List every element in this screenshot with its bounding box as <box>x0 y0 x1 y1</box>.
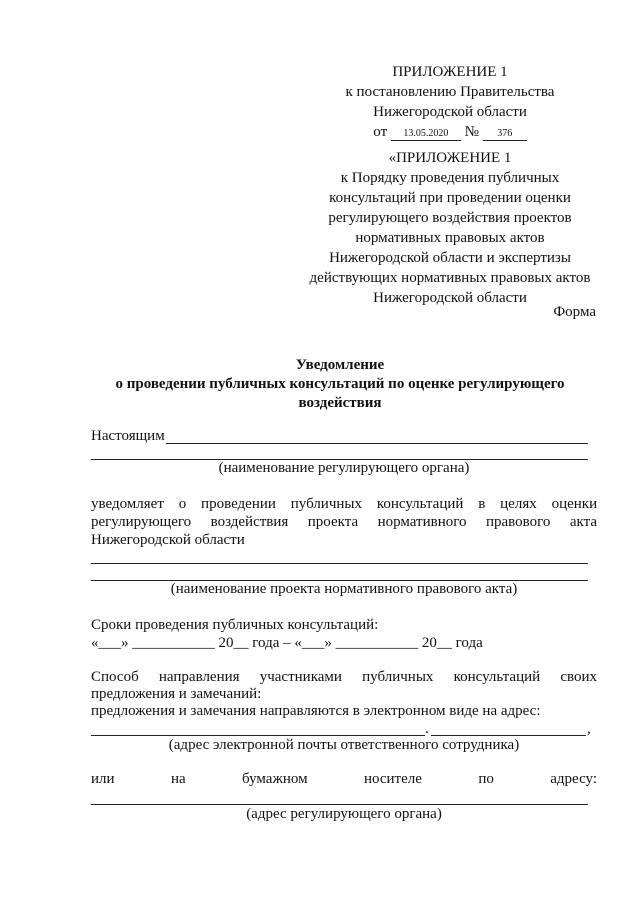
word: по <box>478 771 494 787</box>
nastoyashchim-label: Настоящим <box>91 428 165 444</box>
appendix-ref-line: консультаций при проведении оценки <box>329 190 571 206</box>
word: адресу: <box>550 771 598 787</box>
word: участниками <box>259 669 342 685</box>
appendix-ref-line: Нижегородской области <box>373 290 527 306</box>
caption-address: (адрес регулирующего органа) <box>246 806 442 822</box>
word: регулирующего <box>91 514 192 530</box>
method-line-2: предложения и замечаний: <box>91 686 262 702</box>
word: проведении <box>201 496 276 512</box>
appendix-ref-line: «ПРИЛОЖЕНИЕ 1 <box>388 150 512 166</box>
act-fill-line-1 <box>91 563 588 564</box>
word: направления <box>158 669 240 685</box>
title-line-3: воздействия <box>298 395 382 411</box>
address-fill-line <box>91 804 588 805</box>
appendix-ref-line: действующих нормативных правовых актов <box>309 270 591 286</box>
word: воздействия <box>210 514 289 530</box>
notice-title <box>60 356 620 413</box>
word: или <box>91 771 115 787</box>
appendix-ref-line: Нижегородской области и экспертизы <box>329 250 571 266</box>
email-fill-line-b <box>431 735 586 736</box>
word: носителе <box>363 771 422 787</box>
word: публичных <box>290 496 362 512</box>
word: своих <box>560 669 598 685</box>
header-block <box>300 62 600 142</box>
word: публичных <box>362 669 434 685</box>
email-dot: . <box>425 721 429 737</box>
terms-label: Сроки проведения публичных консультаций: <box>91 617 379 633</box>
regulator-fill-line-1 <box>166 443 588 444</box>
word: Способ <box>91 669 139 685</box>
word: правового <box>485 514 551 530</box>
date-prefix: от <box>373 124 388 140</box>
terms-line: «___» ___________ 20__ года – «___» ___________ 20__ года <box>91 635 483 651</box>
email-comma: , <box>587 721 591 737</box>
title-line-1: Уведомление <box>295 357 385 373</box>
word: нормативного <box>377 514 467 530</box>
electronic-line: предложения и замечания направляются в электронном виде на адрес: <box>91 703 541 719</box>
number-sign: № <box>464 124 479 140</box>
date-number-line <box>300 122 600 142</box>
word: целях <box>500 496 537 512</box>
header-line-1: к постановлению Правительства <box>345 84 555 100</box>
notify-line-2 <box>91 514 597 531</box>
caption-regulator: (наименование регулирующего органа) <box>218 460 470 476</box>
notify-line-3: Нижегородской области <box>91 532 245 548</box>
appendix-ref-line: регулирующего воздействия проектов <box>328 210 572 226</box>
form-label: Форма <box>553 304 596 320</box>
word: консультаций <box>453 669 541 685</box>
notify-line-1 <box>91 496 597 513</box>
appendix-reference <box>300 148 600 308</box>
caption-act: (наименование проекта нормативного правового акта) <box>170 581 518 597</box>
header-line-2: Нижегородской области <box>373 104 527 120</box>
word: о <box>178 496 187 512</box>
word: проекта <box>307 514 359 530</box>
appendix-ref-line: к Порядку проведения публичных <box>340 170 560 186</box>
email-fill-line-a <box>91 735 425 736</box>
appendix-title: ПРИЛОЖЕНИЕ 1 <box>392 64 508 80</box>
paper-line <box>91 771 597 788</box>
word: акта <box>569 514 598 530</box>
word: на <box>170 771 186 787</box>
number-value: 376 <box>483 128 527 141</box>
method-line-1 <box>91 669 597 686</box>
word: консультаций <box>376 496 464 512</box>
caption-email: (адрес электронной почты ответственного сотрудника) <box>168 737 520 753</box>
word: уведомляет <box>91 496 164 512</box>
word: бумажном <box>242 771 308 787</box>
word: оценки <box>551 496 598 512</box>
word: в <box>478 496 486 512</box>
appendix-ref-line: нормативных правовых актов <box>355 230 545 246</box>
date-value: 13.05.2020 <box>391 128 461 141</box>
title-line-2: о проведении публичных консультаций по оценке регулирующего <box>115 376 565 392</box>
